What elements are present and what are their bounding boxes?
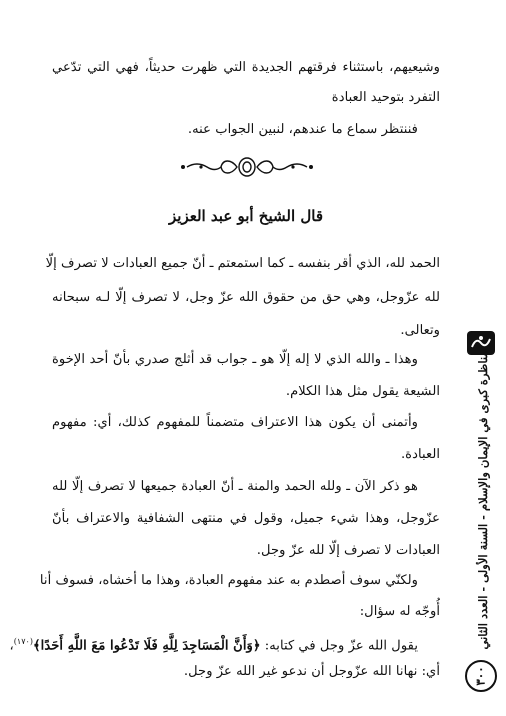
text-line: وشيعيهم، باستثناء فرقتهم الجديدة التي ظهرت حديثاً، فهي التي تدّعي	[52, 60, 440, 75]
text-line: العبادات لا تصرف إلّا لله عزّ وجل.	[256, 543, 440, 558]
text-line: فننتظر سماع ما عندهم، لنبين الجواب عنه.	[187, 122, 418, 137]
page-margin	[456, 0, 506, 716]
text-line: الحمد لله، الذي أقر بنفسه ـ كما استمعتم ـ أنّ جميع العبادات لا تصرف إلّا	[45, 256, 440, 271]
text-line: وأتمنى أن يكون هذا الاعتراف متضمناً للمفهوم كذلك، أي: مفهوم	[52, 415, 418, 430]
text-line: عزّوجل، وهذا شيء جميل، وقول في منتهى الشفافية والاعتراف بأنّ	[52, 511, 440, 526]
text-line: أي: نهانا الله عزّوجل أن ندعو غير الله عزّ وجل.	[183, 664, 440, 679]
quran-verse: ﴿وَأَنَّ الْمَسَاجِدَ لِلَّهِ فَلَا تَدْعُوا مَعَ اللَّهِ أَحَدًا﴾	[32, 638, 261, 654]
text-line: التفرد بتوحيد العبادة	[331, 90, 440, 105]
quran-suffix: ،	[9, 638, 14, 654]
footnote-ref: (١٧٠)	[13, 637, 33, 646]
text-line: لله عزّوجل، وهي حق من حقوق الله عزّ وجل، لا تصرف إلّا لـه سبحانه	[52, 290, 440, 305]
text-line: الشيعة يقول مثل هذا الكلام.	[285, 384, 440, 399]
text-line: العبادة.	[400, 447, 440, 462]
text-line: وهذا ـ والله الذي لا إله إلّا هو ـ جواب قد أثلج صدري بأنّ أحد الإخوة	[52, 352, 418, 367]
ornament-divider-icon	[177, 155, 317, 179]
text-line: أُوجّه له سؤال:	[359, 604, 440, 619]
quran-line	[9, 632, 418, 656]
running-title: مناظرة كبرى في الإيمان والإسلام - السنة الأولى - العدد الثاني	[476, 350, 490, 650]
section-heading: قال الشيخ أبو عبد العزيز	[169, 207, 323, 225]
text-line: هو ذكر الآن ـ ولله الحمد والمنة ـ أنّ العبادة جميعها لا تصرف إلّا لله	[52, 479, 418, 494]
page-number: ٣٠٠	[465, 660, 497, 692]
quran-intro: يقول الله عزّ وجل في كتابه:	[260, 638, 418, 654]
text-line: ولكنّي سوف أصطدم به عند مفهوم العبادة، وهذا ما أخشاه، فسوف أنا	[39, 573, 418, 588]
text-line: وتعالى.	[400, 323, 440, 338]
